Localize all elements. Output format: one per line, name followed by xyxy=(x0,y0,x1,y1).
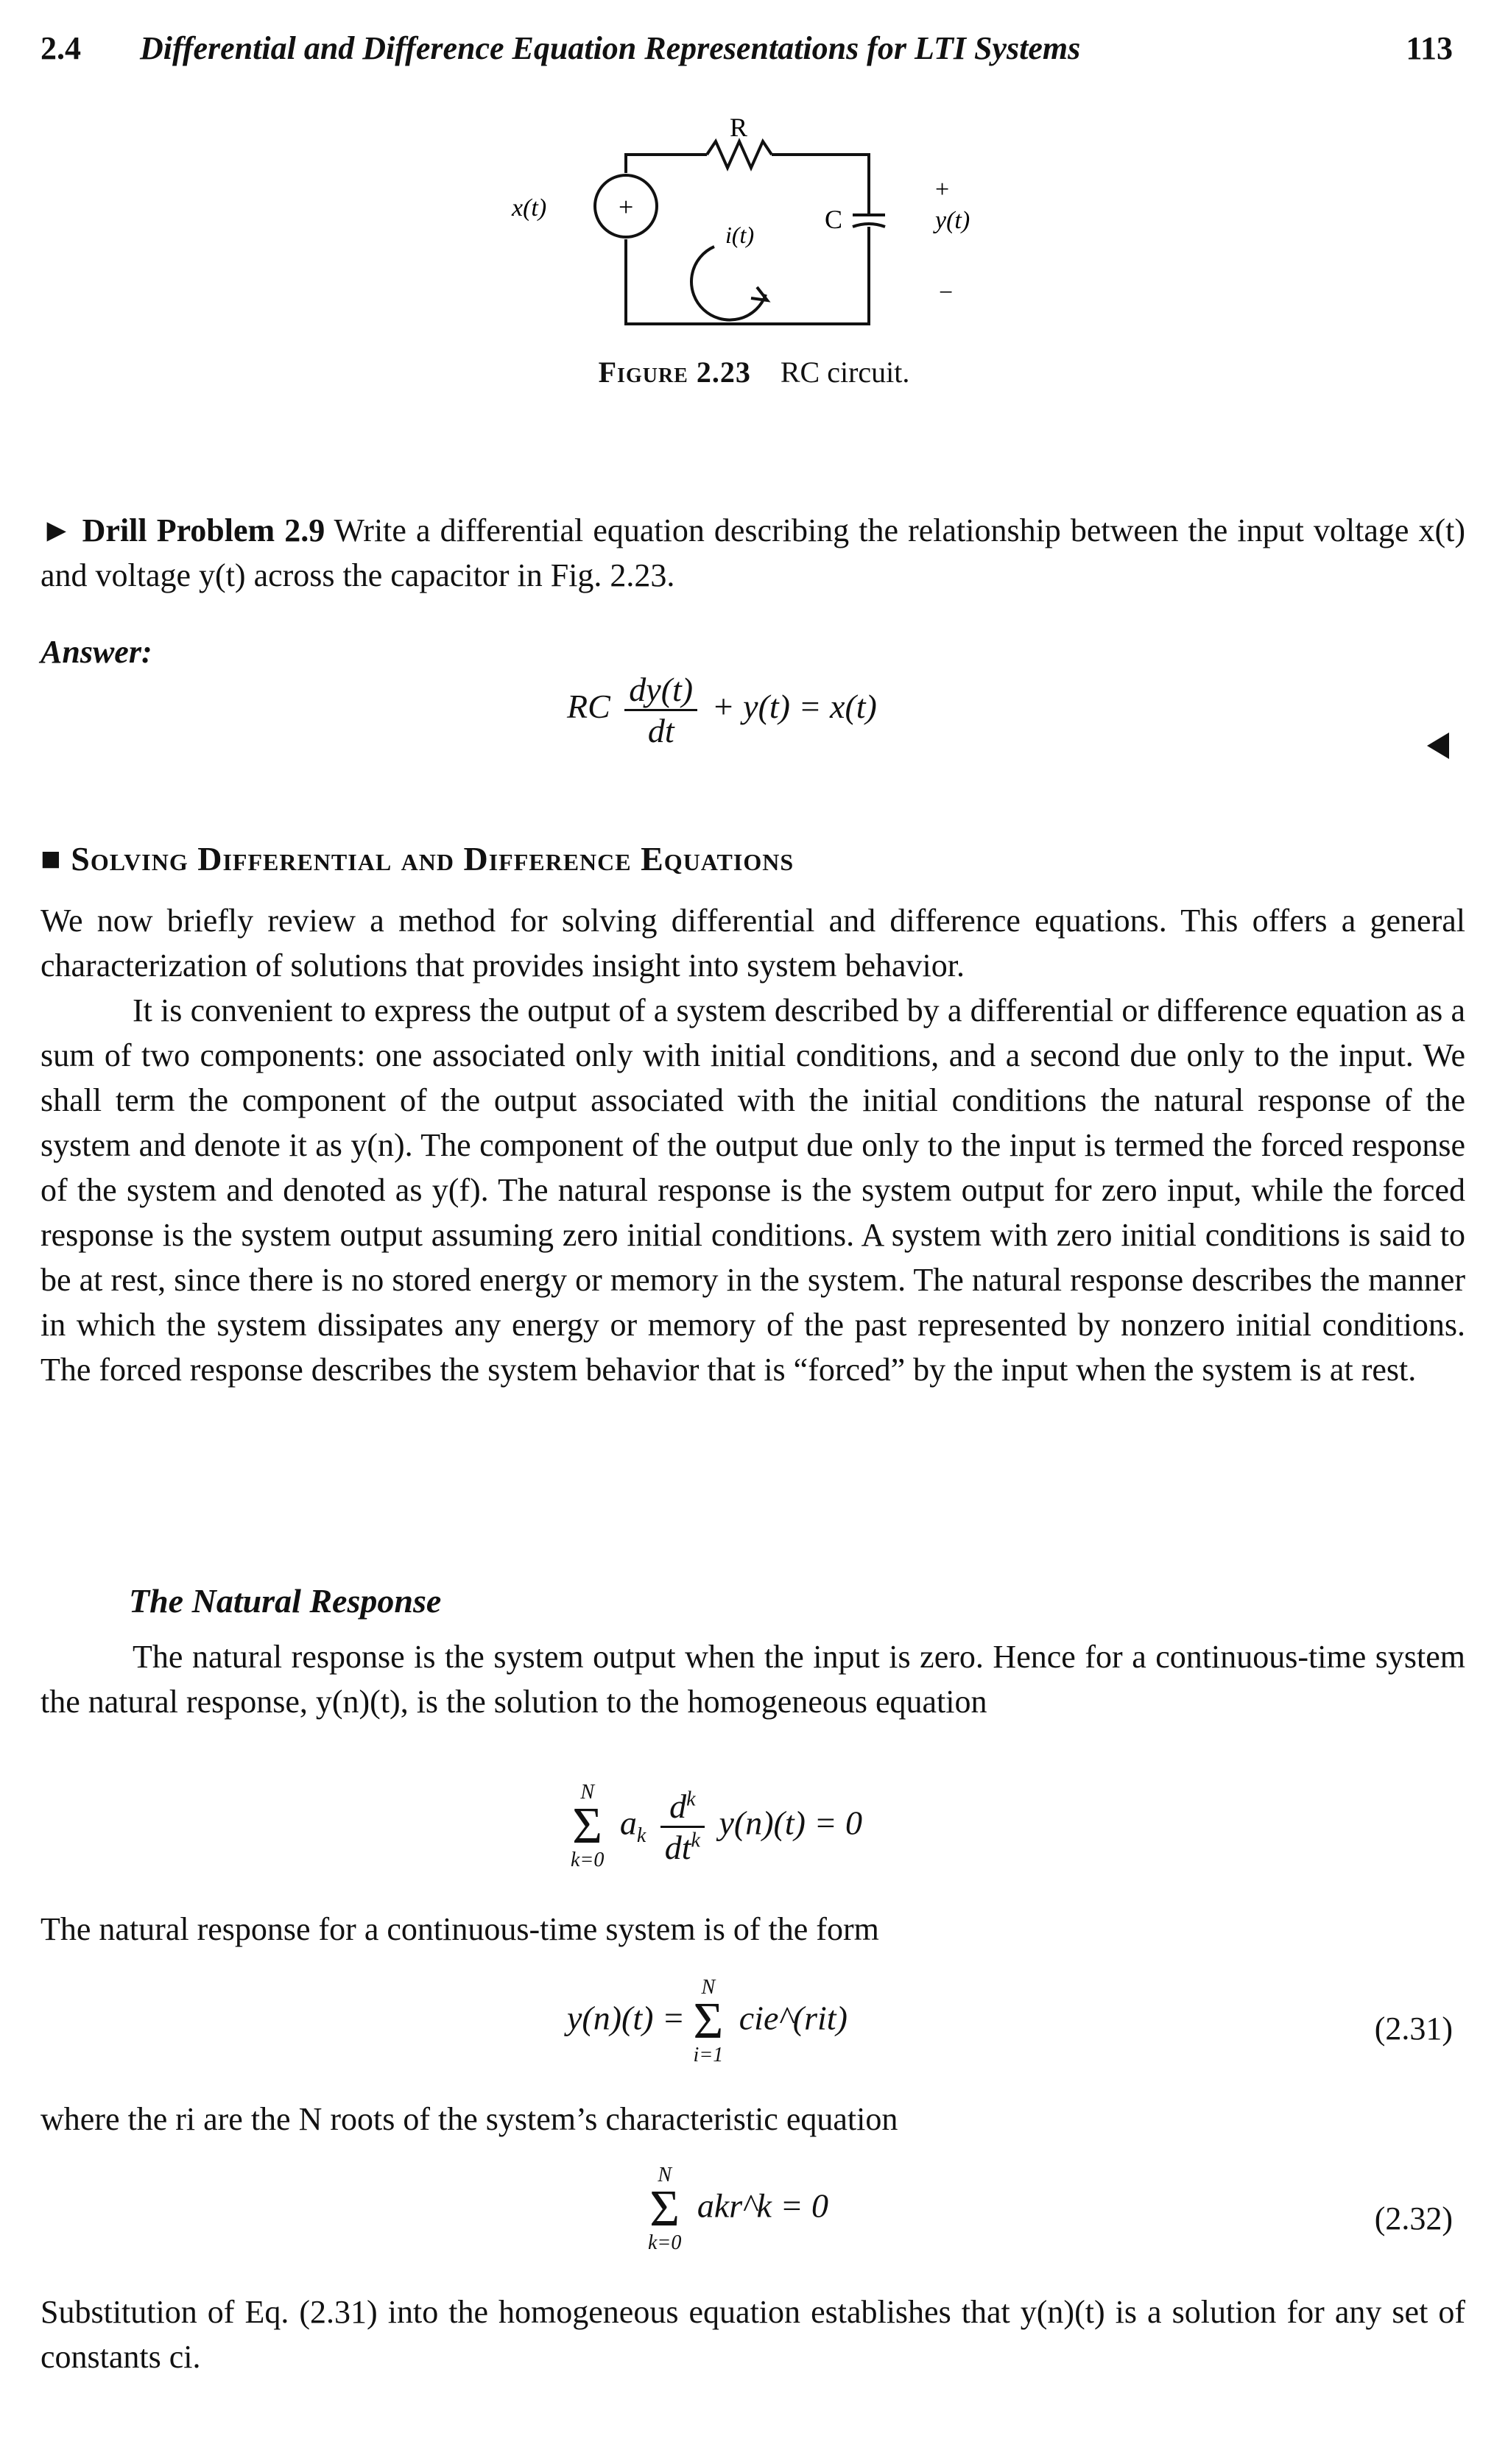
resistor-symbol xyxy=(707,141,772,168)
current-label: i(t) xyxy=(725,222,755,248)
figure-caption-text: RC circuit. xyxy=(780,356,910,389)
section-number: 2.4 xyxy=(40,30,81,66)
answer-denominator: dt xyxy=(647,712,674,749)
running-title: Differential and Difference Equation Representations for LTI Systems xyxy=(140,30,1081,66)
section-para-2: It is convenient to express the output of a system described by a differential or difference equation as a sum of two components: one associated only with initial conditions, and a second due only to the input. We shall term the component of the output associated with the initial conditions the natural response of the system and denote it as y(n). The component of the output due only to the input is termed the forced response of the system and denoted as y(f). The natural response is the system output for zero input, while the forced response is the system output assuming zero initial conditions. A system with zero initial conditions is said to be at rest, since there is no stored energy or memory in the system. The natural response describes the manner in which the system dissipates any energy or memory of the past represented by nonzero initial conditions. The forced response describes the system behavior that is “forced” by the input when the system is at rest. xyxy=(40,992,1465,1388)
answer-rhs: + y(t) = x(t) xyxy=(711,688,877,726)
derivative-fraction: $\frac{d^k}{dt^k}$ xyxy=(660,1787,705,1867)
equation-number-2-32: (2.32) xyxy=(1374,2200,1453,2237)
drill-problem xyxy=(40,508,1465,598)
wire-top-right xyxy=(772,155,869,215)
section-heading xyxy=(40,839,794,878)
page-number: 113 xyxy=(1406,30,1453,66)
section-para-1: We now briefly review a method for solving differential and difference equations. This offers a general characterization of solutions that provides insight into system behavior. xyxy=(40,903,1465,984)
answer-lhs: RC xyxy=(567,688,610,726)
answer-numerator: dy(t) xyxy=(624,670,697,711)
output-plus: + xyxy=(935,176,950,203)
wire-top-left xyxy=(626,155,707,173)
subsection-para-3: where the ri are the N roots of the system’s characteristic equation xyxy=(40,2101,898,2137)
output-minus: − xyxy=(939,279,954,306)
equation-2-31: y(n)(t) = N Σ i=1 cie^(rit) xyxy=(567,1976,848,2066)
end-marker-icon xyxy=(1427,733,1449,759)
drill-heading: Drill Problem 2.9 xyxy=(82,512,325,548)
input-label: x(t) xyxy=(512,194,547,222)
subsection-para-2: The natural response for a continuous-time system is of the form xyxy=(40,1911,879,1947)
sum-symbol-3: N Σ k=0 xyxy=(648,2164,682,2254)
figure-caption-label: Figure 2.23 xyxy=(598,356,751,389)
rc-circuit-figure xyxy=(501,110,1016,339)
current-loop-arc xyxy=(691,247,766,320)
resistor-label: R xyxy=(730,113,748,142)
sum-symbol-2: N Σ i=1 xyxy=(693,1976,724,2066)
source-plus: + xyxy=(619,192,634,222)
answer-equation xyxy=(567,670,877,750)
figure-caption xyxy=(0,355,1508,389)
subsection-para-1: The natural response is the system output when the input is zero. Hence for a continuous-time system the natural response, y(n)(t), is the solution to the homogeneous equation xyxy=(40,1639,1465,1720)
sum-symbol-1: N Σ k=0 xyxy=(571,1781,605,1871)
capacitor-symbol xyxy=(853,215,885,227)
answer-label: Answer: xyxy=(40,634,152,670)
section-title: Solving Differential and Difference Equations xyxy=(71,840,794,878)
current-arrow-head xyxy=(751,287,767,300)
equation-number-2-31: (2.31) xyxy=(1374,2011,1453,2047)
section-bullet-icon: ■ xyxy=(40,840,62,878)
drill-arrow-icon: ► xyxy=(40,512,73,548)
subsection-para-4: Substitution of Eq. (2.31) into the homogeneous equation establishes that y(n)(t) is a solution for any set of constants ci. xyxy=(40,2294,1465,2375)
subsection-title: The Natural Response xyxy=(129,1582,442,1620)
equation-2-32: N Σ k=0 akr^k = 0 xyxy=(648,2164,829,2254)
capacitor-label: C xyxy=(825,205,843,234)
homogeneous-equation: N Σ k=0 $a_k$ $\frac{d^k}{dt^k}$ y(n)(t) = 0 xyxy=(571,1781,862,1871)
answer-fraction xyxy=(624,670,697,750)
output-label: y(t) xyxy=(935,207,970,234)
drill-text: Write a differential equation describing the relationship between the input voltage x(t) and voltage y(t) across the capacitor in Fig. 2.23. xyxy=(40,512,1465,593)
